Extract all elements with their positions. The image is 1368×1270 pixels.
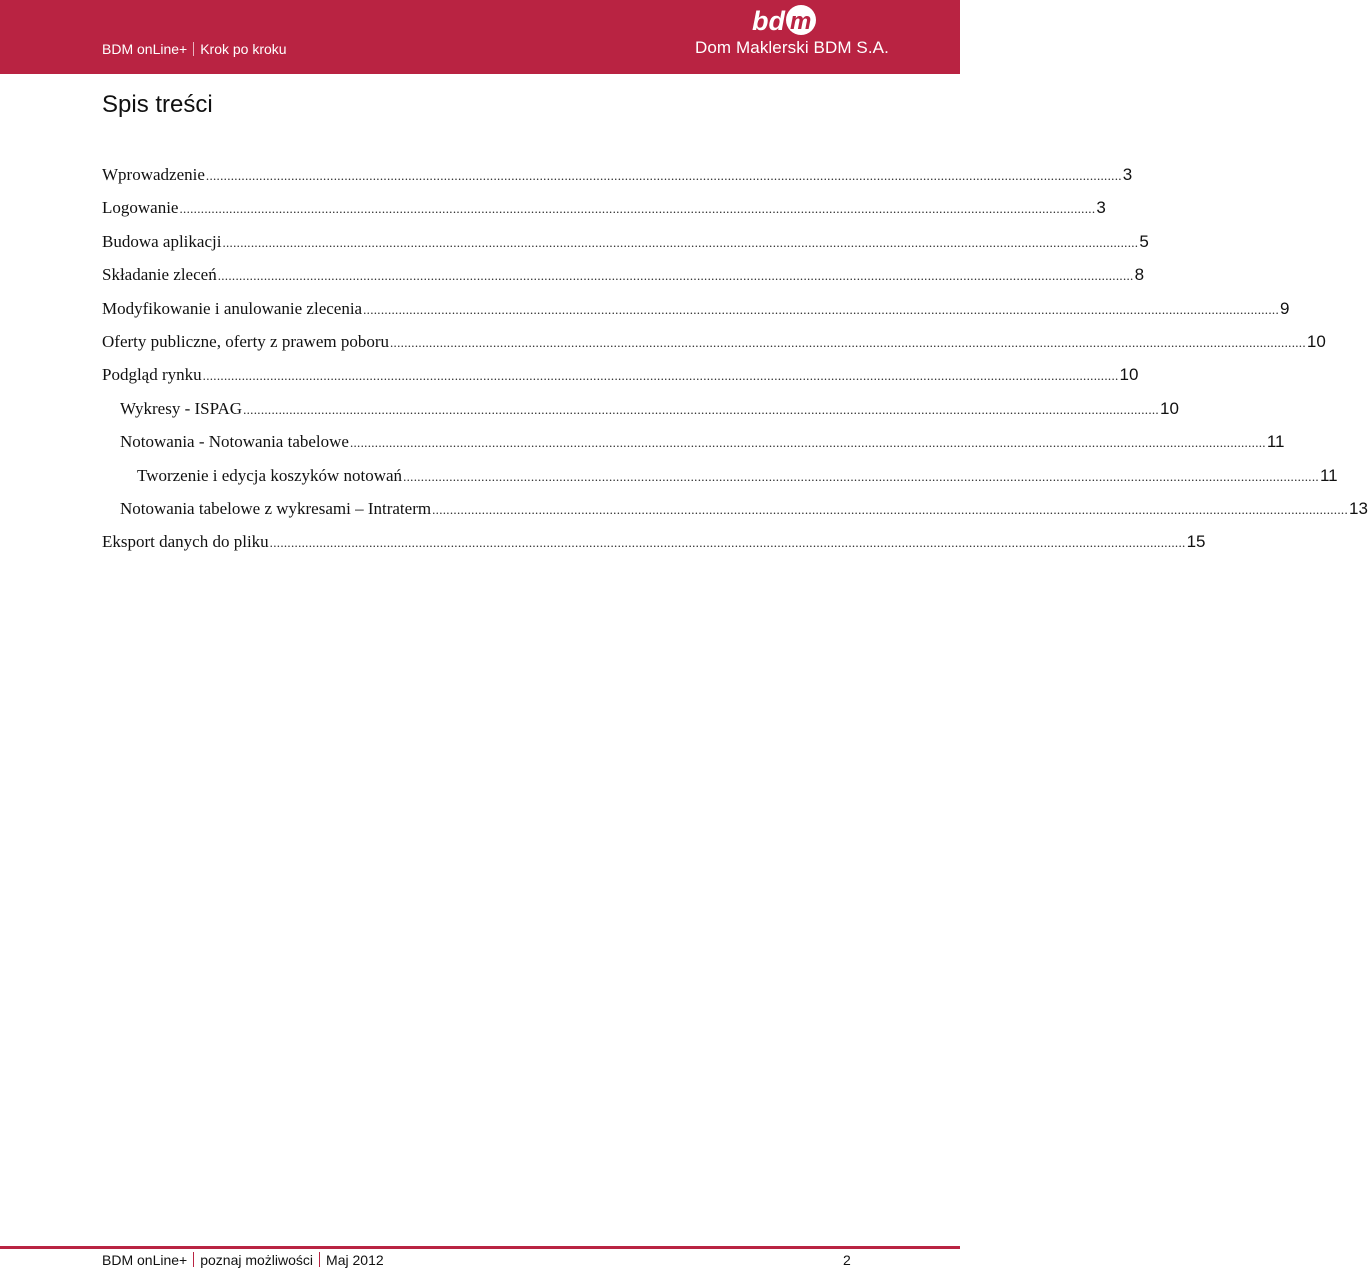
toc-entry[interactable]: [102, 265, 1145, 298]
svg-text:m: m: [790, 8, 812, 35]
table-of-contents: [102, 165, 1368, 566]
toc-entry-label: Oferty publiczne, oferty z prawem poboru: [102, 331, 389, 351]
toc-entry-label: Eksport danych do pliku: [102, 532, 269, 552]
toc-entry-label: Tworzenie i edycja koszyków notowań: [137, 465, 403, 485]
toc-entry-page: 15: [1186, 532, 1206, 552]
toc-entry-label: Notowania tabelowe z wykresami – Intraterm: [120, 498, 432, 518]
toc-entry-page: 9: [1280, 298, 1290, 318]
toc-entry[interactable]: [102, 331, 1326, 365]
toc-entry-page: 10: [1306, 331, 1326, 351]
toc-leader-dots: ..................................................................................................................................................................................................................................................................: [349, 435, 1266, 451]
toc-leader-dots: ..................................................................................................................................................................................................................................................................: [269, 535, 1186, 551]
footer-separator: [193, 1252, 194, 1267]
company-name: Dom Maklerski BDM S.A.: [695, 38, 889, 57]
toc-leader-dots: ..................................................................................................................................................................................................................................................................: [205, 168, 1122, 183]
footer-product: BDM onLine+: [102, 1252, 188, 1268]
toc-entry-page: 8: [1134, 265, 1145, 285]
footer-text: [102, 1252, 384, 1268]
page-number: 2: [843, 1252, 851, 1268]
toc-entry-label: Notowania - Notowania tabelowe: [120, 432, 349, 452]
toc-leader-dots: ..................................................................................................................................................................................................................................................................: [202, 368, 1119, 384]
footer-date: Maj 2012: [326, 1252, 384, 1268]
toc-entry-label: Wprowadzenie: [102, 165, 205, 184]
toc-title: Spis treści: [102, 91, 213, 118]
bdm-logo-icon: [750, 3, 820, 37]
toc-leader-dots: ..................................................................................................................................................................................................................................................................: [243, 401, 1159, 417]
toc-leader-dots: ..................................................................................................................................................................................................................................................................: [222, 234, 1139, 250]
toc-entry[interactable]: [102, 398, 1179, 432]
toc-entry[interactable]: [102, 432, 1285, 465]
footer-separator: [319, 1252, 320, 1267]
svg-text:bd: bd: [752, 6, 785, 36]
toc-entry-page: 3: [1122, 165, 1133, 184]
toc-entry[interactable]: [102, 532, 1206, 565]
toc-leader-dots: ..................................................................................................................................................................................................................................................................: [390, 334, 1306, 350]
toc-entry[interactable]: [102, 165, 1133, 198]
toc-entry-page: 10: [1159, 398, 1179, 418]
toc-leader-dots: ..................................................................................................................................................................................................................................................................: [403, 468, 1319, 484]
toc-entry-page: 10: [1119, 365, 1139, 385]
toc-entry[interactable]: [102, 198, 1106, 231]
toc-entry[interactable]: [102, 498, 1368, 532]
toc-entry-label: Budowa aplikacji: [102, 231, 222, 251]
toc-entry-page: 11: [1319, 465, 1338, 485]
toc-entry-page: 5: [1139, 231, 1149, 251]
header-separator: [193, 42, 194, 56]
header-product: BDM onLine+: [102, 41, 188, 57]
header-title: [102, 41, 287, 57]
toc-leader-dots: ..................................................................................................................................................................................................................................................................: [363, 301, 1280, 317]
toc-leader-dots: ..................................................................................................................................................................................................................................................................: [432, 501, 1348, 517]
footer-subtitle: poznaj możliwości: [200, 1252, 314, 1268]
toc-entry[interactable]: [102, 465, 1338, 499]
toc-entry-page: 3: [1096, 198, 1106, 218]
toc-leader-dots: ..................................................................................................................................................................................................................................................................: [217, 268, 1134, 284]
toc-entry-label: Podgląd rynku: [102, 365, 202, 385]
toc-entry[interactable]: [102, 298, 1290, 332]
toc-entry-page: 13: [1349, 498, 1368, 518]
toc-entry-label: Logowanie: [102, 198, 179, 218]
page-header: [0, 0, 960, 74]
toc-entry-label: Składanie zleceń: [102, 265, 217, 285]
toc-entry-label: Wykresy - ISPAG: [120, 398, 243, 418]
toc-entry[interactable]: [102, 365, 1139, 398]
header-subtitle: Krok po kroku: [200, 41, 287, 57]
toc-entry-label: Modyfikowanie i anulowanie zlecenia: [102, 298, 363, 318]
toc-entry[interactable]: [102, 231, 1149, 265]
toc-leader-dots: ..................................................................................................................................................................................................................................................................: [179, 201, 1096, 217]
footer-divider: [0, 1246, 960, 1249]
toc-entry-page: 11: [1266, 432, 1285, 452]
